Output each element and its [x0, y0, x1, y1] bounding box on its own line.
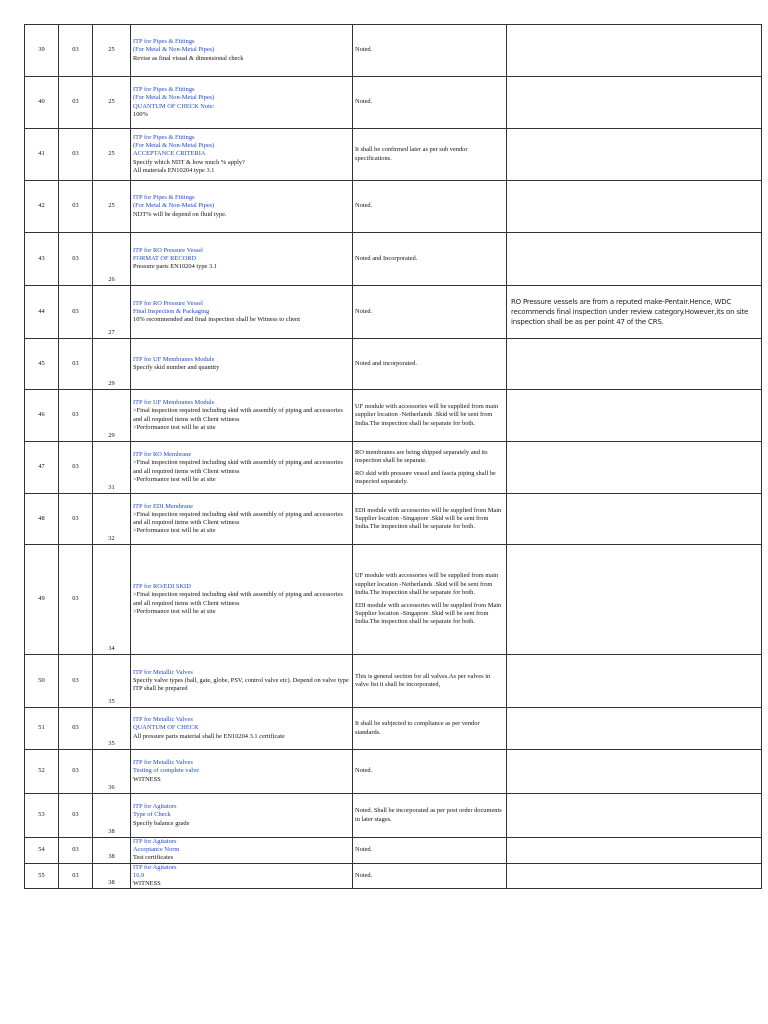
response-text: It shall be subjected to compliance as per vendor standards. [355, 720, 480, 736]
itp-reference-line: (For Metal & Non-Metal Pipes) [133, 142, 215, 150]
itp-reference-line: FORMAT OF RECORD [133, 254, 197, 262]
revision-cell: 03 [59, 25, 93, 77]
itp-reference-line: (For Metal & Non-Metal Pipes) [133, 202, 215, 210]
comment-line: >Final inspection required including skid with assembly of piping and accessories and all required items with Client witness [133, 459, 343, 475]
response-cell [353, 838, 507, 864]
revision-cell: 03 [59, 494, 93, 545]
page-number-cell: 25 [93, 129, 131, 181]
page-number-cell: 38 [93, 838, 131, 864]
remark-cell [507, 750, 762, 794]
itp-reference-line: ITP for UF Membranes Module [133, 355, 215, 363]
remark-cell [507, 181, 762, 233]
comment-line: 100% [133, 110, 148, 118]
comment-cell [131, 708, 353, 750]
itp-reference-line: ITP for RO Membrane [133, 451, 192, 459]
revision-cell: 03 [59, 794, 93, 838]
revision-cell: 03 [59, 750, 93, 794]
comment-line: >Final inspection required including skid with assembly of piping and accessories and all required items with Client witness [133, 591, 343, 607]
revision-cell: 03 [59, 339, 93, 390]
comment-cell [131, 286, 353, 339]
table-row [25, 286, 762, 339]
remark-cell [507, 545, 762, 655]
item-number-cell: 46 [25, 390, 59, 442]
revision-cell: 03 [59, 708, 93, 750]
response-text: Noted and incorporated. [355, 359, 417, 367]
response-cell [353, 25, 507, 77]
remark-cell [507, 339, 762, 390]
response-cell [353, 286, 507, 339]
comment-line: >Performance test will be at site [133, 475, 216, 483]
page-number-cell: 26 [93, 233, 131, 286]
revision-cell: 03 [59, 77, 93, 129]
comment-line: >Final inspection required including skid with assembly of piping and accessories and all required items with Client witness [133, 407, 343, 423]
response-text: EDI module with accessories will be supplied from Main Supplier location -Singapore .Skid will be sent from India.The inspection shall be separate for both. [355, 602, 502, 626]
response-text: RO membranes are being shipped separately and its inspection shall be separate. [355, 448, 488, 464]
itp-reference-line: Testing of complete valve [133, 767, 200, 775]
response-text: Noted. [355, 46, 373, 54]
response-text: UF module with accessories will be supplied from main supplier location -Netherlands .Skid will be sent from India.The inspection shall be separate for both. [355, 403, 499, 427]
response-text: Noted. [355, 98, 373, 106]
itp-reference-line: ITP for RO Pressure Vessel [133, 299, 203, 307]
comment-resolution-table [24, 24, 762, 889]
itp-reference-line: Type of Check [133, 811, 171, 819]
comment-line: >Performance test will be at site [133, 607, 216, 615]
comment-line: All materials EN10204 type 3.1 [133, 166, 215, 174]
response-text: Noted. [355, 846, 373, 854]
revision-cell: 03 [59, 863, 93, 889]
comment-line: Specify balance grade [133, 819, 190, 827]
revision-cell: 03 [59, 655, 93, 708]
itp-reference-line: ITP for Agitators [133, 838, 177, 845]
table-body [25, 25, 762, 889]
item-number-cell: 44 [25, 286, 59, 339]
itp-reference-line: QUANTUM OF CHECK [133, 724, 199, 732]
revision-cell: 03 [59, 442, 93, 494]
response-cell [353, 442, 507, 494]
response-cell [353, 129, 507, 181]
comment-cell [131, 655, 353, 708]
item-number-cell: 42 [25, 181, 59, 233]
response-text: EDI module with accessories will be supplied from Main Supplier location -Singapore .Skid will be sent from India.The inspection shall be separate for both. [355, 506, 502, 531]
page-number-cell: 25 [93, 77, 131, 129]
itp-reference-line: ITP for Metallic Valves [133, 668, 193, 676]
page-number-cell: 35 [93, 708, 131, 750]
remark-cell [507, 25, 762, 77]
response-text: RO skid with pressure vessel and fascia piping shall be inspected separately. [355, 470, 496, 486]
comment-line: NDT% will be depend on fluid type. [133, 210, 227, 218]
comment-cell [131, 794, 353, 838]
page-number-cell: 35 [93, 655, 131, 708]
response-text: Noted. Shall be incorporated as per post order documents in later stages. [355, 807, 502, 823]
comment-cell [131, 494, 353, 545]
remark-cell [507, 794, 762, 838]
item-number-cell: 52 [25, 750, 59, 794]
remark-cell [507, 390, 762, 442]
comment-line: WITNESS [133, 880, 161, 888]
itp-reference-line: ITP for Pipes & Fittings [133, 133, 195, 141]
itp-reference-line: ITP for Agitators [133, 863, 177, 871]
page-number-cell: 38 [93, 794, 131, 838]
item-number-cell: 53 [25, 794, 59, 838]
item-number-cell: 47 [25, 442, 59, 494]
table-row [25, 25, 762, 77]
response-cell [353, 708, 507, 750]
revision-cell: 03 [59, 129, 93, 181]
comment-line: 10% recommended and final inspection shall be Witness to client [133, 316, 300, 324]
response-text: UF module with accessories will be supplied from main supplier location -Netherlands .Skid will be sent from India.The inspection shall be separate for both. [355, 572, 499, 596]
response-text: Noted. [355, 307, 373, 315]
itp-reference-line: Final Inspection & Packaging [133, 307, 210, 315]
comment-line: Revise as final visual & dimensional check [133, 54, 244, 62]
comment-line: >Performance test will be at site [133, 423, 216, 431]
itp-reference-line: ITP for Metallic Valves [133, 716, 193, 724]
remark-cell: RO Pressure vessels are from a reputed make-Pentair.Hence, WDC recommends final inspection under review category.However,its on site inspection shall be as per point 47 of the CRS. [507, 286, 762, 339]
comment-line: Test certificates [133, 854, 174, 862]
comment-cell [131, 339, 353, 390]
response-cell [353, 233, 507, 286]
response-text: Noted. [355, 767, 373, 775]
table-row [25, 494, 762, 545]
table-row [25, 390, 762, 442]
table-row [25, 233, 762, 286]
itp-reference-line: ITP for RO Pressure Vessel [133, 246, 203, 254]
comment-cell [131, 442, 353, 494]
comment-line: Specify which NDT & how much % apply? [133, 158, 245, 166]
page-number-cell: 29 [93, 390, 131, 442]
page-number-cell: 38 [93, 863, 131, 889]
comment-cell [131, 77, 353, 129]
itp-reference-line: ITP for Pipes & Fittings [133, 38, 195, 46]
item-number-cell: 41 [25, 129, 59, 181]
response-text: Noted. [355, 202, 373, 210]
remark-cell [507, 863, 762, 889]
remark-cell [507, 708, 762, 750]
response-cell [353, 655, 507, 708]
remark-cell [507, 129, 762, 181]
item-number-cell: 55 [25, 863, 59, 889]
item-number-cell: 48 [25, 494, 59, 545]
itp-reference-line: ITP for RO/EDI SKID [133, 583, 191, 591]
table-row [25, 442, 762, 494]
comment-cell [131, 25, 353, 77]
table-row [25, 545, 762, 655]
comment-line: Specify valve types (ball, gate, globe, PSV, control valve etc). Depend on valve type ITP shall be prepared [133, 676, 349, 693]
response-cell [353, 390, 507, 442]
page-number-cell: 25 [93, 25, 131, 77]
table-row [25, 129, 762, 181]
table-row [25, 77, 762, 129]
response-cell [353, 794, 507, 838]
item-number-cell: 54 [25, 838, 59, 864]
table-row [25, 863, 762, 889]
comment-cell [131, 233, 353, 286]
page-number-cell: 31 [93, 442, 131, 494]
table-row [25, 838, 762, 864]
table-row [25, 750, 762, 794]
comment-line: All pressure parts material shall be EN10204 3.1 certificate [133, 732, 285, 740]
comment-cell [131, 390, 353, 442]
comment-cell [131, 838, 353, 864]
itp-reference-line: ITP for UF Membranes Module [133, 399, 215, 407]
comment-cell [131, 181, 353, 233]
item-number-cell: 39 [25, 25, 59, 77]
remark-cell [507, 77, 762, 129]
page-number-cell: 25 [93, 181, 131, 233]
comment-line: Specify skid number and quantity [133, 364, 220, 371]
table-row [25, 339, 762, 390]
item-number-cell: 45 [25, 339, 59, 390]
itp-reference-line: (For Metal & Non-Metal Pipes) [133, 94, 215, 102]
response-text: Noted. [355, 871, 373, 879]
comment-cell [131, 545, 353, 655]
revision-cell: 03 [59, 181, 93, 233]
item-number-cell: 51 [25, 708, 59, 750]
comment-cell [131, 863, 353, 889]
response-text: It shall be confirmed later as per sub vendor specifications. [355, 146, 468, 162]
comment-cell [131, 750, 353, 794]
comment-cell [131, 129, 353, 181]
remark-cell [507, 233, 762, 286]
revision-cell: 03 [59, 233, 93, 286]
itp-reference-line: ACCEPTANCE CRITERIA [133, 150, 206, 158]
page-number-cell: 29 [93, 339, 131, 390]
table-row [25, 181, 762, 233]
itp-reference-line: ITP for EDI Membrane [133, 502, 193, 510]
page-number-cell: 32 [93, 494, 131, 545]
table-row [25, 655, 762, 708]
item-number-cell: 49 [25, 545, 59, 655]
itp-reference-line: ITP for Agitators [133, 803, 177, 811]
response-text: This is general section for all valves.As per valves in valve list it shall be incorporated, [355, 672, 491, 688]
itp-reference-line: ITP for Metallic Valves [133, 759, 193, 767]
itp-reference-line: ITP for Pipes & Fittings [133, 194, 195, 202]
revision-cell: 03 [59, 390, 93, 442]
item-number-cell: 40 [25, 77, 59, 129]
comment-line: >Performance test will be at site [133, 527, 216, 535]
remark-cell [507, 494, 762, 545]
itp-reference-line: (For Metal & Non-Metal Pipes) [133, 46, 215, 54]
response-text: Noted and Incorporated. [355, 254, 418, 262]
comment-line: >Final inspection required including skid with assembly of piping and accessories and all required items with Client witness [133, 510, 343, 526]
response-cell [353, 545, 507, 655]
comment-line: WITNESS [133, 775, 161, 783]
revision-cell: 03 [59, 838, 93, 864]
page-number-cell: 36 [93, 750, 131, 794]
remark-cell [507, 838, 762, 864]
response-cell [353, 181, 507, 233]
itp-reference-line: 16.9 [133, 871, 145, 879]
comment-line: Pressure parts EN10204 type 3.1 [133, 263, 217, 271]
response-cell [353, 863, 507, 889]
itp-reference-line: Acceptance Norm [133, 846, 180, 854]
item-number-cell: 43 [25, 233, 59, 286]
itp-reference-line: ITP for Pipes & Fittings [133, 86, 195, 94]
remark-cell [507, 442, 762, 494]
page-number-cell: 27 [93, 286, 131, 339]
revision-cell: 03 [59, 545, 93, 655]
itp-reference-line: QUANTUM OF CHECK Note: [133, 102, 215, 110]
response-cell [353, 77, 507, 129]
response-cell [353, 750, 507, 794]
response-cell [353, 494, 507, 545]
response-cell [353, 339, 507, 390]
table-row [25, 794, 762, 838]
page-number-cell: 34 [93, 545, 131, 655]
item-number-cell: 50 [25, 655, 59, 708]
remark-cell [507, 655, 762, 708]
revision-cell: 03 [59, 286, 93, 339]
table-row [25, 708, 762, 750]
